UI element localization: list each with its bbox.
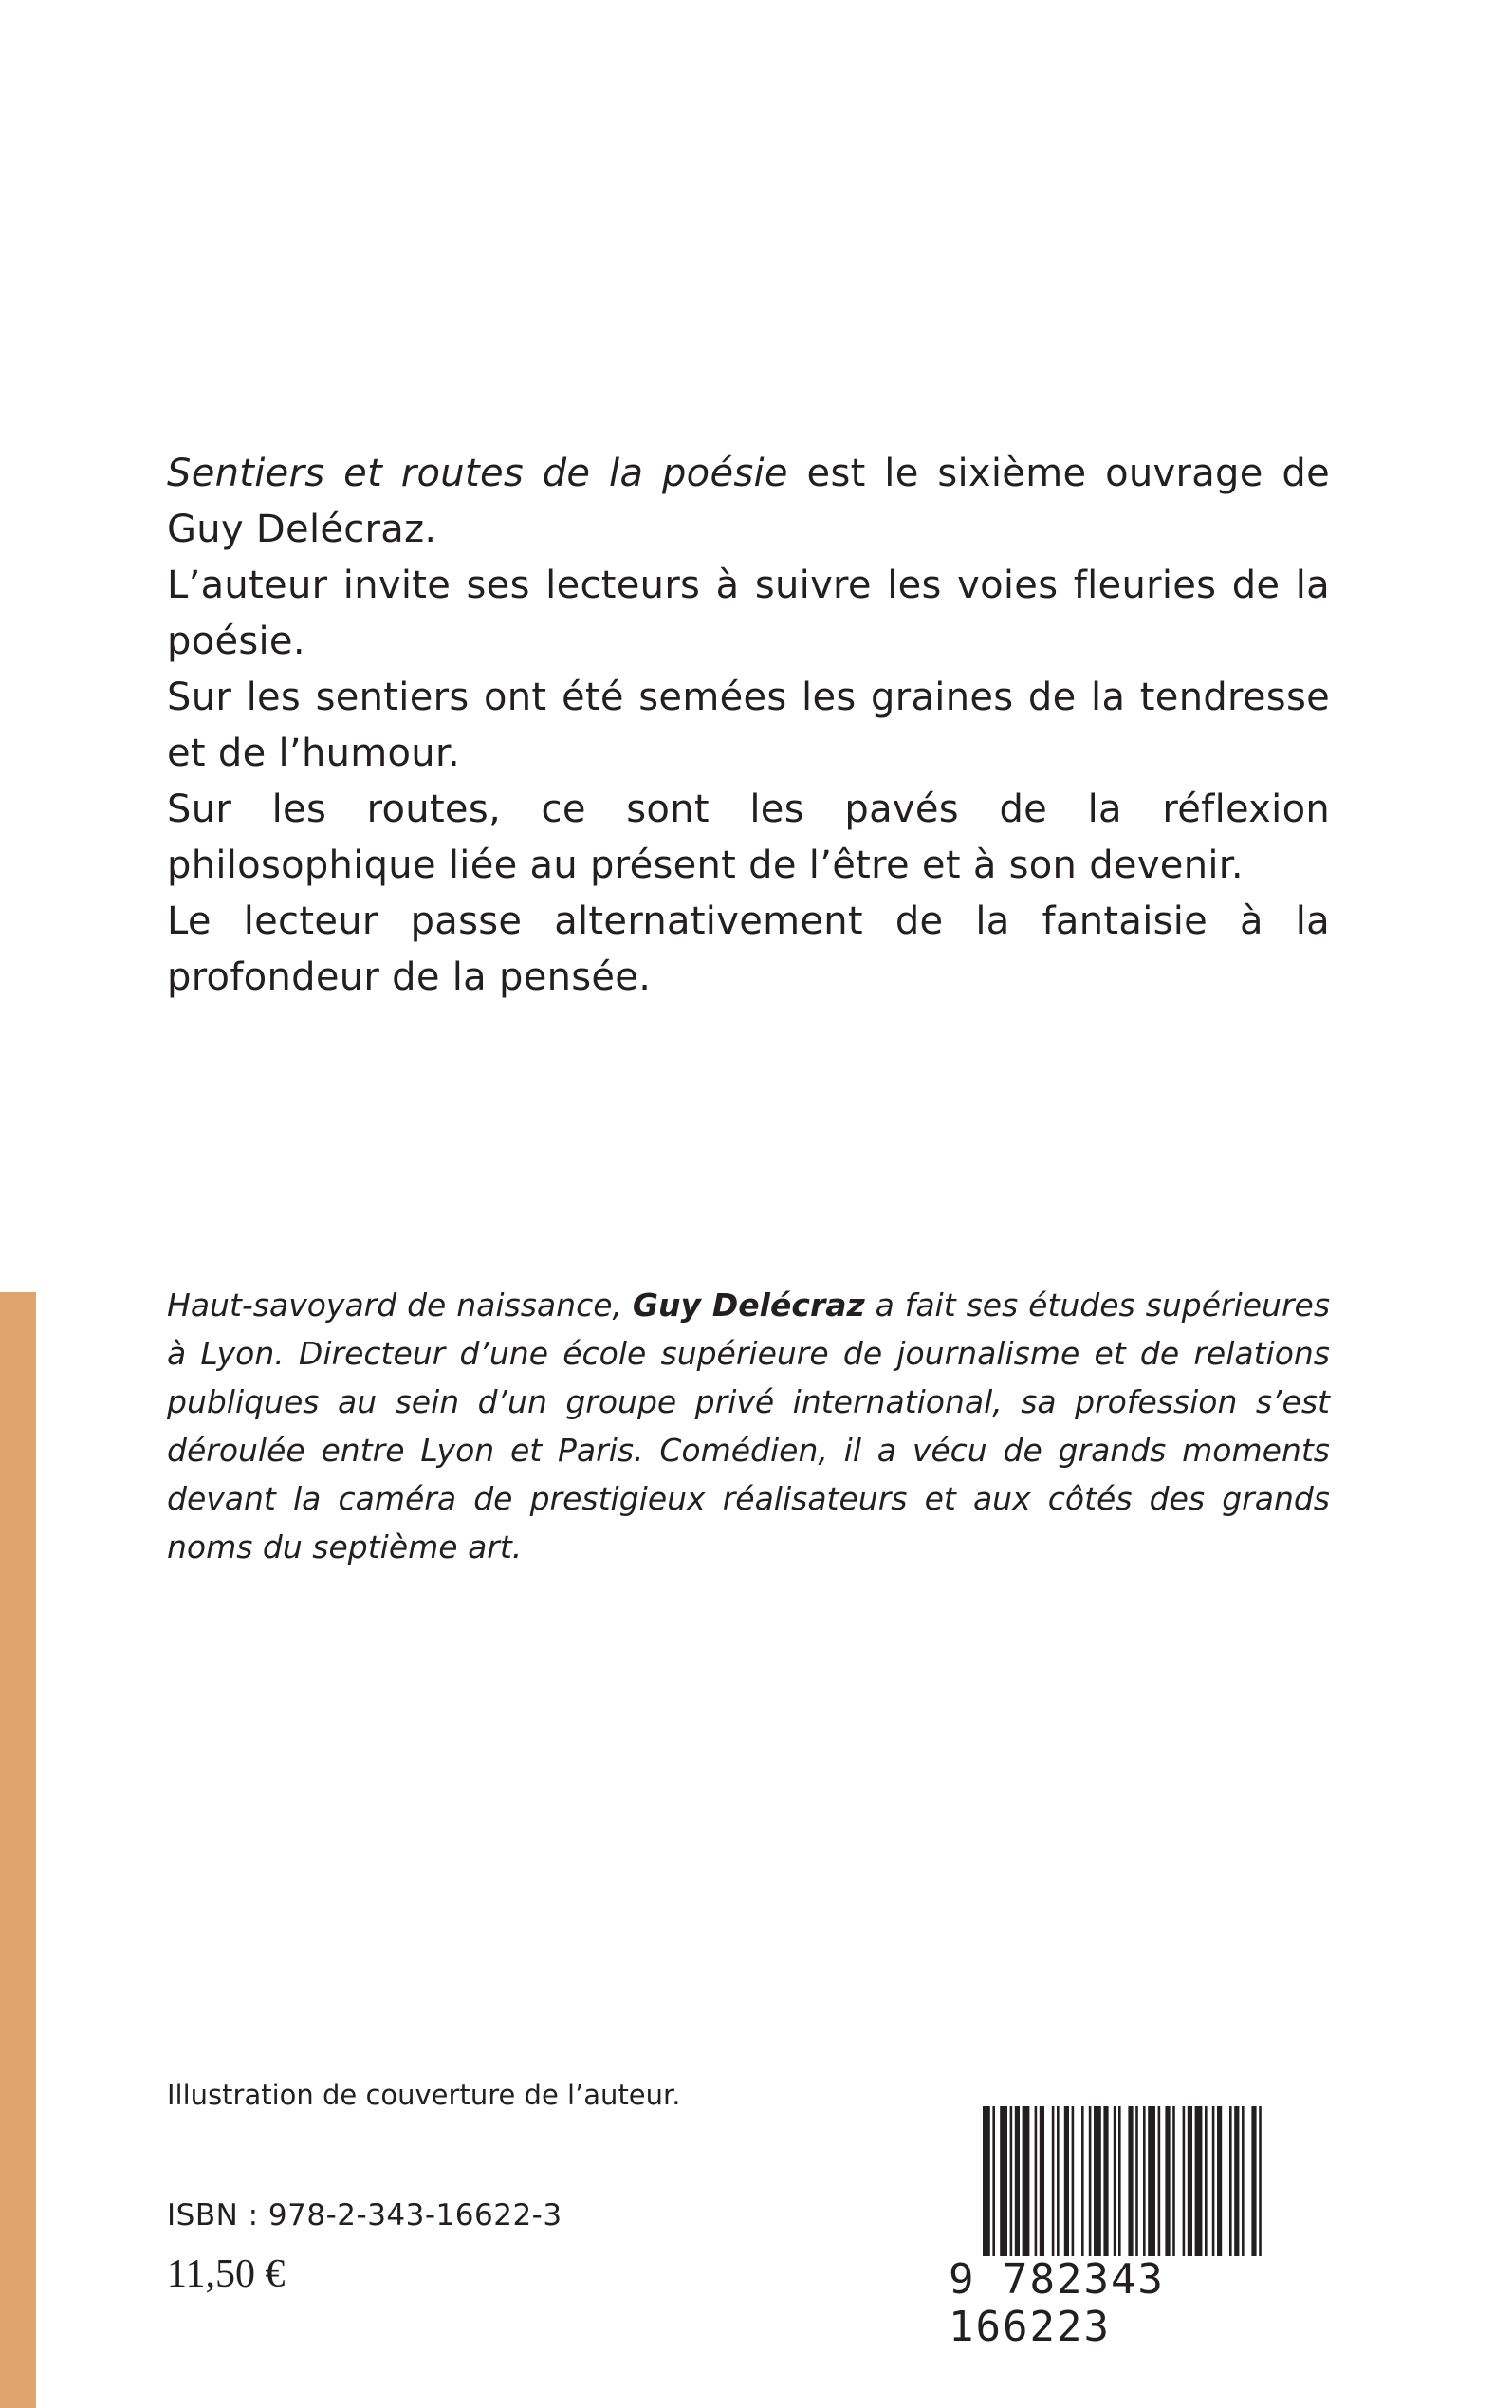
barcode-bar xyxy=(1072,2106,1075,2258)
barcode-bar xyxy=(1094,2106,1101,2258)
barcode-bar xyxy=(1040,2106,1044,2258)
barcode-bar xyxy=(1165,2106,1170,2258)
barcode-bar xyxy=(1089,2106,1092,2258)
barcode-bar xyxy=(1212,2106,1215,2258)
barcode-bar xyxy=(1023,2106,1030,2258)
barcode-bar xyxy=(1259,2106,1262,2258)
barcode-bar xyxy=(1052,2106,1055,2258)
blurb-paragraph-1-text: est le sixième ouvrage de Guy Delécraz. xyxy=(167,452,1330,551)
barcode-bar xyxy=(1114,2106,1116,2258)
barcode-bar xyxy=(1188,2106,1192,2258)
barcode-bar xyxy=(1183,2106,1186,2258)
author-bio xyxy=(167,1281,1330,1571)
barcode-bar xyxy=(1217,2106,1222,2258)
barcode-bar xyxy=(1242,2106,1245,2258)
barcode-bar xyxy=(992,2106,995,2258)
barcode-bar xyxy=(1103,2106,1108,2258)
back-cover-blurb xyxy=(167,446,1330,1006)
barcode-bar xyxy=(1035,2106,1038,2258)
barcode-bar xyxy=(983,2106,990,2258)
spine-color-band xyxy=(0,1292,36,2408)
price: 11,50 € xyxy=(167,2252,286,2296)
barcode-bar xyxy=(1057,2106,1060,2258)
bio-body: a fait ses études supérieures à Lyon. Directeur d’une école supérieure de journalisme et de relations publiques au sein d’un groupe privé international, sa profession s’est déroulée entre Lyon et Paris. Comédien, il a vécu de grands moments devant la caméra de prestigieux réalisateurs et aux côtés des grands noms du septième art. xyxy=(167,1287,1331,1565)
blurb-paragraph-2: L’auteur invite ses lecteurs à suivre les voies fleuries de la poésie. xyxy=(167,564,1330,663)
author-bio-text xyxy=(167,1281,1330,1571)
barcode-bar xyxy=(1205,2106,1208,2258)
author-name: Guy Delécraz xyxy=(632,1287,865,1324)
blurb-paragraph-5: Le lecteur passe alternativement de la fantaisie à la profondeur de la pensée. xyxy=(167,899,1330,999)
barcode-bar xyxy=(1251,2106,1256,2258)
barcode-bar xyxy=(1195,2106,1203,2258)
barcode-bar xyxy=(1010,2106,1013,2258)
barcode-bars xyxy=(949,2106,1337,2258)
blurb-paragraph-4: Sur les routes, ce sont les pavés de la réflexion philosophique liée au présent de l’être et à son devenir. xyxy=(167,787,1330,887)
blurb-paragraph-3: Sur les sentiers ont été semées les graines de la tendresse et de l’humour. xyxy=(167,676,1330,775)
barcode-bar xyxy=(1000,2106,1007,2258)
barcode-bar xyxy=(1064,2106,1069,2258)
cover-illustration-credit: Illustration de couverture de l’auteur. xyxy=(167,2079,681,2111)
barcode-bar xyxy=(1128,2106,1133,2258)
blurb-paragraph-1 xyxy=(167,446,1330,558)
barcode-bar xyxy=(1234,2106,1239,2258)
barcode-bar xyxy=(1143,2106,1146,2258)
barcode-bar xyxy=(1229,2106,1232,2258)
bio-intro: Haut-savoyard de naissance, xyxy=(167,1287,633,1324)
barcode-bar xyxy=(1172,2106,1175,2258)
book-title: Sentiers et routes de la poésie xyxy=(167,452,788,495)
barcode-bar xyxy=(1148,2106,1155,2258)
barcode-bar xyxy=(1118,2106,1121,2258)
barcode-bar xyxy=(1081,2106,1084,2258)
barcode-bar xyxy=(1015,2106,1020,2258)
barcode-bar xyxy=(1158,2106,1161,2258)
barcode-bar xyxy=(1135,2106,1138,2258)
isbn: ISBN : 978-2-343-16622-3 xyxy=(167,2198,562,2232)
barcode-digits: 9 782343 166223 xyxy=(949,2256,1337,2351)
